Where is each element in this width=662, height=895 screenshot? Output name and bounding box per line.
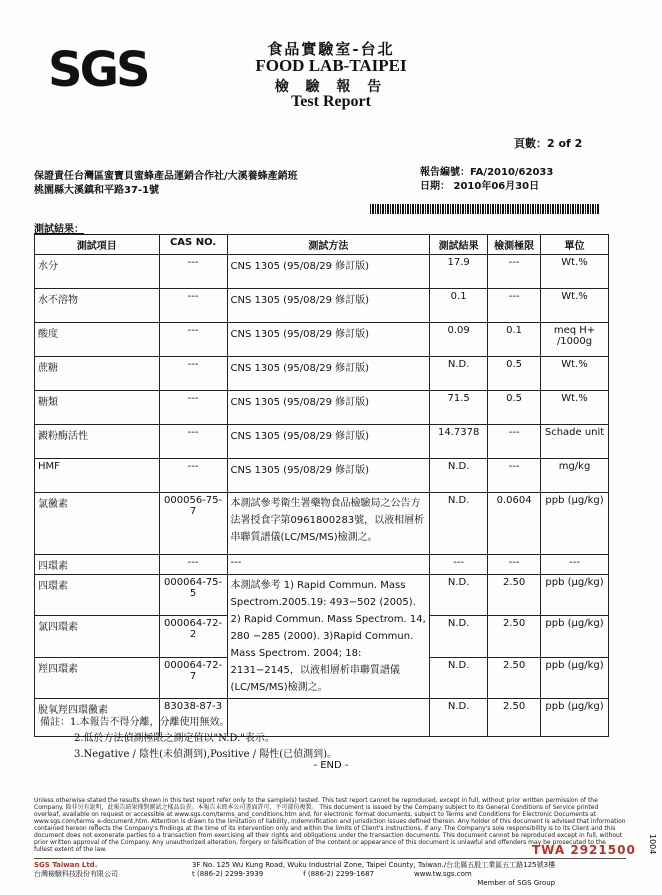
cell-result: N.D. (430, 459, 488, 493)
table-row (35, 425, 609, 459)
report-title-en: Test Report (291, 93, 371, 110)
cell-cas: --- (159, 323, 227, 357)
cell-unit: Wt.% (541, 289, 609, 323)
cell-unit: --- (541, 555, 609, 575)
cell-unit: Wt.% (541, 357, 609, 391)
report-date: 日期： 2010年06月30日 (420, 181, 540, 192)
cell-unit: ppb (μg/kg) (541, 616, 609, 657)
table-row (35, 575, 609, 616)
cell-result: 0.1 (430, 289, 488, 323)
cell-cas: --- (159, 555, 227, 575)
cell-item: 澱粉酶活性 (35, 425, 160, 459)
table-row (35, 289, 609, 323)
cell-limit: 0.5 (488, 357, 541, 391)
cell-unit: Wt.% (541, 255, 609, 289)
cell-item: 水不溶物 (35, 289, 160, 323)
cell-limit: 0.1 (488, 323, 541, 357)
cell-item: 水分 (35, 255, 160, 289)
table-row (35, 391, 609, 425)
cell-limit: 2.50 (488, 575, 541, 616)
cell-method: 本測試參考衛生署藥物食品檢驗局之公告方法署授食字第0961800283號，以液相層析串聯質譜儀(LC/MS/MS)檢測之。 (227, 493, 430, 555)
cell-cas: --- (159, 357, 227, 391)
cell-unit: ppb (μg/kg) (541, 575, 609, 616)
cell-result: N.D. (430, 493, 488, 555)
col-header-cas: CAS NO. (159, 235, 227, 255)
table-row (35, 323, 609, 357)
cell-limit: --- (488, 255, 541, 289)
footer (34, 858, 626, 888)
report-number: 報告編號：FA/2010/62033 (420, 167, 554, 178)
table-row (35, 459, 609, 493)
report-title-zh: 檢 驗 報 告 (274, 79, 388, 95)
cell-method: CNS 1305 (95/08/29 修訂版) (227, 425, 430, 459)
cell-method: CNS 1305 (95/08/29 修訂版) (227, 323, 430, 357)
cell-result: --- (430, 555, 488, 575)
cell-method: CNS 1305 (95/08/29 修訂版) (227, 289, 430, 323)
page-number: 頁數：2 of 2 (514, 137, 583, 150)
cell-method-shared: 本測試參考 1) Rapid Commun. Mass Spectrom.2005.19: 493−502 (2005). 2) Rapid Commun. Mass Spectrom. 14, 280 −285 (2000). 3)Rapid Commun. Mass Spectrom. 2004; 18: 2131−2145，以液相層析串聯質譜儀(LC/MS/MS)檢測之。 (227, 575, 430, 699)
cell-cas: 83038-87-3 (159, 699, 227, 737)
results-table (34, 234, 609, 737)
cell-limit: 2.50 (488, 699, 541, 737)
website: www.tw.sgs.com (414, 870, 472, 878)
cell-item: 四環素 (35, 575, 160, 616)
table-row (35, 357, 609, 391)
note-1: 備註：1.本報告不得分離，分離使用無效。 (40, 717, 230, 728)
cell-method: CNS 1305 (95/08/29 修訂版) (227, 459, 430, 493)
serial-number: TWA 2921500 (532, 843, 636, 857)
col-header-limit: 檢測極限 (488, 235, 541, 255)
table-row (35, 555, 609, 575)
company-name-zh: 台灣檢驗科技股份有限公司 (34, 870, 118, 878)
cell-cas: 000064-75-5 (159, 575, 227, 616)
col-header-result: 測試結果 (430, 235, 488, 255)
cell-method: CNS 1305 (95/08/29 修訂版) (227, 391, 430, 425)
note-3: 3.Negative / 陰性(未偵測到),Positive / 陽性(已偵測到)。 (74, 749, 338, 760)
cell-cas: --- (159, 425, 227, 459)
cell-unit: ppb (μg/kg) (541, 699, 609, 737)
end-marker: - END - (313, 760, 349, 771)
cell-limit: 0.0604 (488, 493, 541, 555)
cell-item: 氯黴素 (35, 493, 160, 555)
client-block (34, 170, 298, 198)
cell-limit: --- (488, 555, 541, 575)
table-row (35, 493, 609, 555)
cell-item: 脫氧羥四環黴素 (35, 699, 160, 737)
cell-result: 0.09 (430, 323, 488, 357)
cell-item: 四環素 (35, 555, 160, 575)
results-title: 測試結果： (34, 224, 84, 235)
col-header-method: 測試方法 (227, 235, 430, 255)
company-name-en: SGS Taiwan Ltd. (34, 861, 98, 869)
table-row (35, 255, 609, 289)
col-header-unit: 單位 (541, 235, 609, 255)
cell-limit: 2.50 (488, 657, 541, 698)
cell-method: CNS 1305 (95/08/29 修訂版) (227, 357, 430, 391)
cell-item: 糖類 (35, 391, 160, 425)
phone: t (886-2) 2299-3939 (192, 870, 264, 878)
address-zh: /台北縣五股工業區五工路125號3樓 (443, 861, 556, 869)
cell-item: 酸度 (35, 323, 160, 357)
cell-cas: 000056-75-7 (159, 493, 227, 555)
cell-cas: --- (159, 255, 227, 289)
cell-cas: --- (159, 289, 227, 323)
cell-unit: ppb (μg/kg) (541, 657, 609, 698)
cell-unit: Schade unit (541, 425, 609, 459)
client-address: 桃園縣大溪鎮和平路37-1號 (34, 185, 160, 196)
cell-result: N.D. (430, 699, 488, 737)
report-info (420, 166, 553, 194)
notes (40, 715, 337, 763)
cell-limit: --- (488, 289, 541, 323)
cell-limit: 2.50 (488, 616, 541, 657)
address-en: 3F No. 125 Wu Kung Road, Wuku Industrial Zone, Taipei County, Taiwan. (192, 861, 444, 869)
cell-item: 蔗糖 (35, 357, 160, 391)
lab-title-zh: 食品實驗室-台北 (267, 40, 395, 58)
cell-result: N.D. (430, 575, 488, 616)
note-2: 2.低於方法偵測極限之測定值以"N.D."表示。 (74, 733, 275, 744)
cell-result: 71.5 (430, 391, 488, 425)
col-header-item: 測試項目 (35, 235, 160, 255)
fax: f (886-2) 2299-1687 (303, 870, 375, 878)
cell-item: 氯四環素 (35, 616, 160, 657)
cell-cas: 000064-72-7 (159, 657, 227, 698)
cell-unit: ppb (μg/kg) (541, 493, 609, 555)
cell-result: 17.9 (430, 255, 488, 289)
cell-method: --- (227, 555, 430, 575)
cell-cas: 000064-72-2 (159, 616, 227, 657)
cell-item: 羥四環素 (35, 657, 160, 698)
cell-limit: --- (488, 459, 541, 493)
sgs-logo: SGS (48, 42, 148, 98)
client-name: 保證責任台灣區蜜寶貝蜜蜂產品運銷合作社/大溪養蜂產銷班 (34, 171, 298, 182)
cell-cas: --- (159, 391, 227, 425)
cell-item: HMF (35, 459, 160, 493)
table-header-row (35, 235, 609, 255)
fine-print: Unless otherwise stated the results shown in this test report refer only to the sample(s) tested. This test report cannot be reproduced, except in full, without prior written permission of the Company. 除非另有說明，此報告結果僅對測試之樣品負責。本報告未經本公司書面許可，不可部份複製。 This document is issued by the Company subject to its General Conditions of Service printed overleaf, available on request or accessible at www.sgs.com/terms_and_conditions.htm and, for electronic format documents, subject to Terms and Conditions for Electronic Documents at www.sgs.com/terms_e-document.htm. Attention is drawn to the limitation of liability, indemnification and jurisdiction issues defined therein. Any holder of this document is advised that information contained hereon reflects the Company's findings at the time of its intervention only and within the limits of Client's instructions, if any. The Company's sole responsibility is to its Client and this document does not exonerate parties to a transaction from exercising all their rights and obligations under the transaction documents. This document cannot be reproduced except in full, without prior written approval of the Company. Any unauthorized alteration, forgery or falsification of the content or appearance of this document is unlawful and offenders may be prosecuted to the fullest extent of the law. (34, 797, 626, 853)
cell-result: N.D. (430, 657, 488, 698)
cell-cas: --- (159, 459, 227, 493)
cell-unit: mg/kg (541, 459, 609, 493)
cell-result: N.D. (430, 357, 488, 391)
cell-unit: Wt.% (541, 391, 609, 425)
cell-method: CNS 1305 (95/08/29 修訂版) (227, 255, 430, 289)
member-label: Member of SGS Group (477, 879, 556, 887)
barcode (370, 204, 600, 214)
cell-result: 14.7378 (430, 425, 488, 459)
cell-limit: 0.5 (488, 391, 541, 425)
lab-title-en: FOOD LAB-TAIPEI (255, 56, 407, 75)
cell-limit: --- (488, 425, 541, 459)
side-number: 1004 (648, 834, 657, 855)
cell-result: N.D. (430, 616, 488, 657)
cell-unit: meq H+ /1000g (541, 323, 609, 357)
